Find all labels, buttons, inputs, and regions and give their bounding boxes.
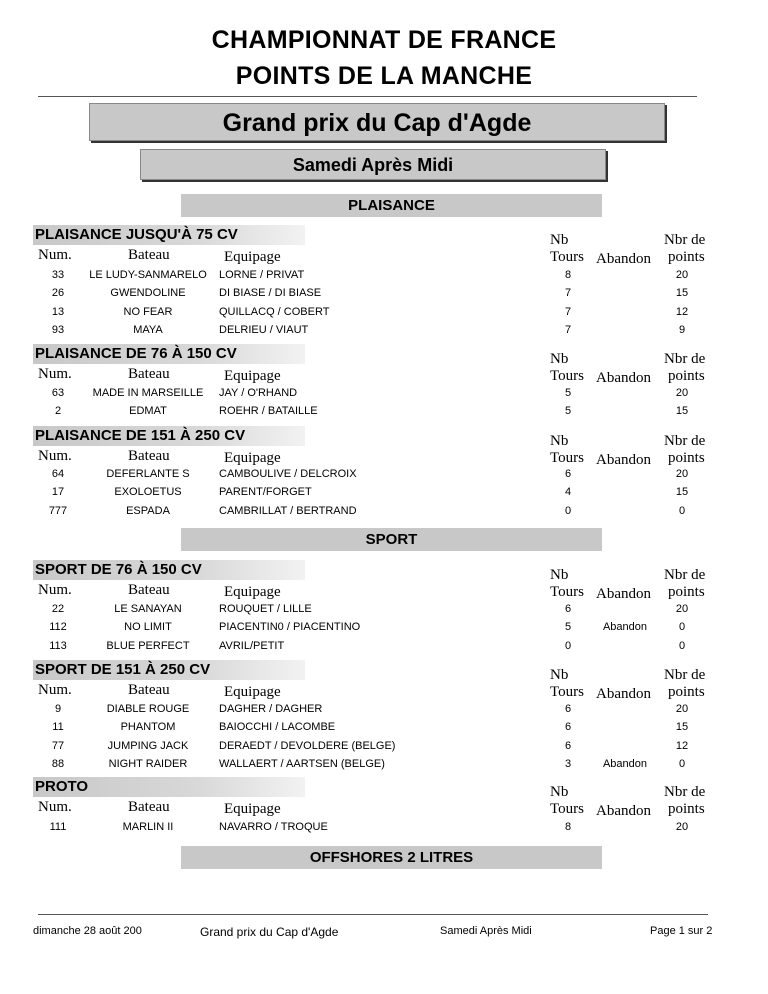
- cell-points: 20: [675, 468, 689, 480]
- col-header-nbr-de: Nbr de: [664, 433, 706, 449]
- header-rule: [38, 96, 697, 97]
- col-header-equipage: Equipage: [224, 801, 281, 817]
- col-header-abandon: Abandon: [596, 586, 651, 602]
- cell-num: 9: [54, 703, 62, 715]
- col-header-bateau: Bateau: [128, 448, 170, 464]
- cell-equipage: CAMBOULIVE / DELCROIX: [219, 468, 357, 480]
- cell-bateau: BLUE PERFECT: [106, 640, 190, 652]
- col-header-tours: Tours: [550, 450, 584, 466]
- cell-points: 20: [675, 603, 689, 615]
- cell-points: 0: [678, 758, 686, 770]
- col-header-nb: Nb: [550, 232, 569, 248]
- cell-equipage: AVRIL/PETIT: [219, 640, 285, 652]
- document-subtitle: POINTS DE LA MANCHE: [235, 62, 533, 90]
- cell-equipage: ROEHR / BATAILLE: [219, 405, 318, 417]
- cell-points: 0: [678, 621, 686, 633]
- col-header-points: points: [668, 584, 705, 600]
- cell-bateau: MARLIN II: [122, 821, 174, 833]
- col-header-abandon: Abandon: [596, 251, 651, 267]
- cell-tours: 7: [564, 287, 572, 299]
- col-header-nbr-de: Nbr de: [664, 232, 706, 248]
- cell-tours: 6: [564, 603, 572, 615]
- col-header-points: points: [668, 368, 705, 384]
- table-row: [0, 465, 768, 483]
- col-header-equipage: Equipage: [224, 684, 281, 700]
- section-title: SPORT DE 76 À 150 CV: [33, 560, 305, 580]
- cell-num: 33: [51, 269, 65, 281]
- cell-tours: 0: [564, 640, 572, 652]
- table-row: [0, 303, 768, 321]
- col-header-bateau: Bateau: [128, 582, 170, 598]
- cell-points: 20: [675, 821, 689, 833]
- cell-num: 88: [51, 758, 65, 770]
- footer-session: Samedi Après Midi: [440, 925, 532, 937]
- col-header-abandon: Abandon: [596, 452, 651, 468]
- section-title: PROTO: [33, 777, 305, 797]
- table-row: [0, 384, 768, 402]
- cell-tours: 6: [564, 721, 572, 733]
- col-header-nb: Nb: [550, 567, 569, 583]
- cell-equipage: JAY / O'RHAND: [219, 387, 298, 399]
- col-header-num: Num.: [38, 366, 72, 382]
- cell-tours: 6: [564, 740, 572, 752]
- col-header-num: Num.: [38, 682, 72, 698]
- table-row: [0, 402, 768, 420]
- category-plaisance: PLAISANCE: [181, 194, 602, 217]
- cell-points: 0: [678, 505, 686, 517]
- cell-bateau: EDMAT: [129, 405, 167, 417]
- cell-equipage: DI BIASE / DI BIASE: [219, 287, 322, 299]
- cell-num: 13: [51, 306, 65, 318]
- cell-equipage: LORNE / PRIVAT: [219, 269, 305, 281]
- cell-points: 20: [675, 703, 689, 715]
- session-banner: Samedi Après Midi: [140, 149, 606, 180]
- col-header-nbr-de: Nbr de: [664, 351, 706, 367]
- cell-num: 93: [51, 324, 65, 336]
- cell-tours: 5: [564, 405, 572, 417]
- footer-page: Page 1 sur 2: [650, 925, 713, 937]
- cell-num: 111: [49, 821, 67, 833]
- col-header-equipage: Equipage: [224, 368, 281, 384]
- col-header-abandon: Abandon: [596, 370, 651, 386]
- table-row: [0, 718, 768, 736]
- table-row: [0, 321, 768, 339]
- cell-points: 15: [675, 486, 689, 498]
- col-header-tours: Tours: [550, 801, 584, 817]
- cell-points: 15: [675, 405, 689, 417]
- cell-num: 17: [51, 486, 65, 498]
- cell-bateau: NIGHT RAIDER: [108, 758, 188, 770]
- col-header-equipage: Equipage: [224, 450, 281, 466]
- col-header-bateau: Bateau: [128, 247, 170, 263]
- category-offshores: OFFSHORES 2 LITRES: [181, 846, 602, 869]
- cell-abandon: Abandon: [602, 758, 648, 770]
- cell-num: 112: [49, 621, 67, 633]
- section-title: PLAISANCE JUSQU'À 75 CV: [33, 225, 305, 245]
- col-header-tours: Tours: [550, 684, 584, 700]
- event-banner: Grand prix du Cap d'Agde: [89, 103, 665, 141]
- cell-bateau: EXOLOETUS: [114, 486, 182, 498]
- col-header-num: Num.: [38, 448, 72, 464]
- cell-bateau: MAYA: [133, 324, 163, 336]
- cell-points: 12: [675, 740, 689, 752]
- cell-bateau: NO LIMIT: [124, 621, 172, 633]
- cell-tours: 0: [564, 505, 572, 517]
- cell-bateau: GWENDOLINE: [110, 287, 186, 299]
- cell-bateau: NO FEAR: [123, 306, 173, 318]
- cell-num: 113: [49, 640, 67, 652]
- cell-bateau: DEFERLANTE S: [106, 468, 190, 480]
- cell-tours: 3: [564, 758, 572, 770]
- col-header-nb: Nb: [550, 433, 569, 449]
- cell-equipage: PIACENTIN0 / PIACENTINO: [219, 621, 361, 633]
- section-title: PLAISANCE DE 151 À 250 CV: [33, 426, 305, 446]
- cell-num: 77: [51, 740, 65, 752]
- category-sport: SPORT: [181, 528, 602, 551]
- col-header-abandon: Abandon: [596, 803, 651, 819]
- table-row: [0, 700, 768, 718]
- cell-equipage: WALLAERT / AARTSEN (BELGE): [219, 758, 385, 770]
- cell-tours: 6: [564, 703, 572, 715]
- col-header-num: Num.: [38, 247, 72, 263]
- col-header-points: points: [668, 684, 705, 700]
- col-header-tours: Tours: [550, 584, 584, 600]
- col-header-nbr-de: Nbr de: [664, 784, 706, 800]
- cell-tours: 7: [564, 324, 572, 336]
- cell-equipage: NAVARRO / TROQUE: [219, 821, 328, 833]
- cell-num: 26: [51, 287, 65, 299]
- col-header-tours: Tours: [550, 368, 584, 384]
- cell-num: 22: [51, 603, 65, 615]
- col-header-nb: Nb: [550, 784, 569, 800]
- cell-points: 15: [675, 287, 689, 299]
- cell-bateau: LE LUDY-SANMARELO: [89, 269, 207, 281]
- cell-abandon: Abandon: [602, 621, 648, 633]
- cell-tours: 4: [564, 486, 572, 498]
- section-title: PLAISANCE DE 76 À 150 CV: [33, 344, 305, 364]
- cell-tours: 5: [564, 387, 572, 399]
- cell-points: 15: [675, 721, 689, 733]
- col-header-nbr-de: Nbr de: [664, 567, 706, 583]
- col-header-bateau: Bateau: [128, 366, 170, 382]
- cell-bateau: MADE IN MARSEILLE: [92, 387, 204, 399]
- cell-equipage: DELRIEU / VIAUT: [219, 324, 309, 336]
- table-row: [0, 284, 768, 302]
- table-row: [0, 618, 768, 636]
- cell-points: 0: [678, 640, 686, 652]
- cell-tours: 6: [564, 468, 572, 480]
- document-title: CHAMPIONNAT DE FRANCE: [211, 26, 557, 54]
- col-header-abandon: Abandon: [596, 686, 651, 702]
- col-header-nbr-de: Nbr de: [664, 667, 706, 683]
- cell-tours: 8: [564, 821, 572, 833]
- cell-tours: 8: [564, 269, 572, 281]
- table-row: [0, 266, 768, 284]
- table-row: [0, 600, 768, 618]
- cell-bateau: PHANTOM: [120, 721, 176, 733]
- cell-tours: 7: [564, 306, 572, 318]
- col-header-equipage: Equipage: [224, 584, 281, 600]
- cell-bateau: ESPADA: [126, 505, 170, 517]
- cell-num: 2: [54, 405, 62, 417]
- col-header-bateau: Bateau: [128, 682, 170, 698]
- col-header-tours: Tours: [550, 249, 584, 265]
- cell-tours: 5: [564, 621, 572, 633]
- col-header-nb: Nb: [550, 351, 569, 367]
- col-header-bateau: Bateau: [128, 799, 170, 815]
- footer-event: Grand prix du Cap d'Agde: [200, 925, 339, 939]
- cell-points: 12: [675, 306, 689, 318]
- cell-num: 777: [48, 505, 68, 517]
- cell-equipage: ROUQUET / LILLE: [219, 603, 312, 615]
- cell-num: 11: [52, 721, 64, 733]
- table-row: [0, 755, 768, 773]
- footer-rule: [38, 914, 708, 915]
- cell-equipage: CAMBRILLAT / BERTRAND: [219, 505, 357, 517]
- table-row: [0, 483, 768, 501]
- col-header-num: Num.: [38, 582, 72, 598]
- table-row: [0, 502, 768, 520]
- table-row: [0, 637, 768, 655]
- cell-bateau: DIABLE ROUGE: [106, 703, 190, 715]
- cell-equipage: QUILLACQ / COBERT: [219, 306, 330, 318]
- cell-bateau: JUMPING JACK: [107, 740, 189, 752]
- col-header-equipage: Equipage: [224, 249, 281, 265]
- col-header-nb: Nb: [550, 667, 569, 683]
- table-row: [0, 737, 768, 755]
- cell-points: 20: [675, 387, 689, 399]
- col-header-num: Num.: [38, 799, 72, 815]
- cell-points: 9: [678, 324, 686, 336]
- col-header-points: points: [668, 450, 705, 466]
- cell-points: 20: [675, 269, 689, 281]
- cell-num: 63: [51, 387, 65, 399]
- col-header-points: points: [668, 249, 705, 265]
- footer-date: dimanche 28 août 200: [33, 925, 142, 937]
- cell-equipage: BAIOCCHI / LACOMBE: [219, 721, 336, 733]
- cell-bateau: LE SANAYAN: [114, 603, 182, 615]
- cell-equipage: PARENT/FORGET: [219, 486, 312, 498]
- col-header-points: points: [668, 801, 705, 817]
- section-title: SPORT DE 151 À 250 CV: [33, 660, 305, 680]
- table-row: [0, 818, 768, 836]
- cell-num: 64: [51, 468, 65, 480]
- cell-equipage: DAGHER / DAGHER: [219, 703, 323, 715]
- cell-equipage: DERAEDT / DEVOLDERE (BELGE): [219, 740, 396, 752]
